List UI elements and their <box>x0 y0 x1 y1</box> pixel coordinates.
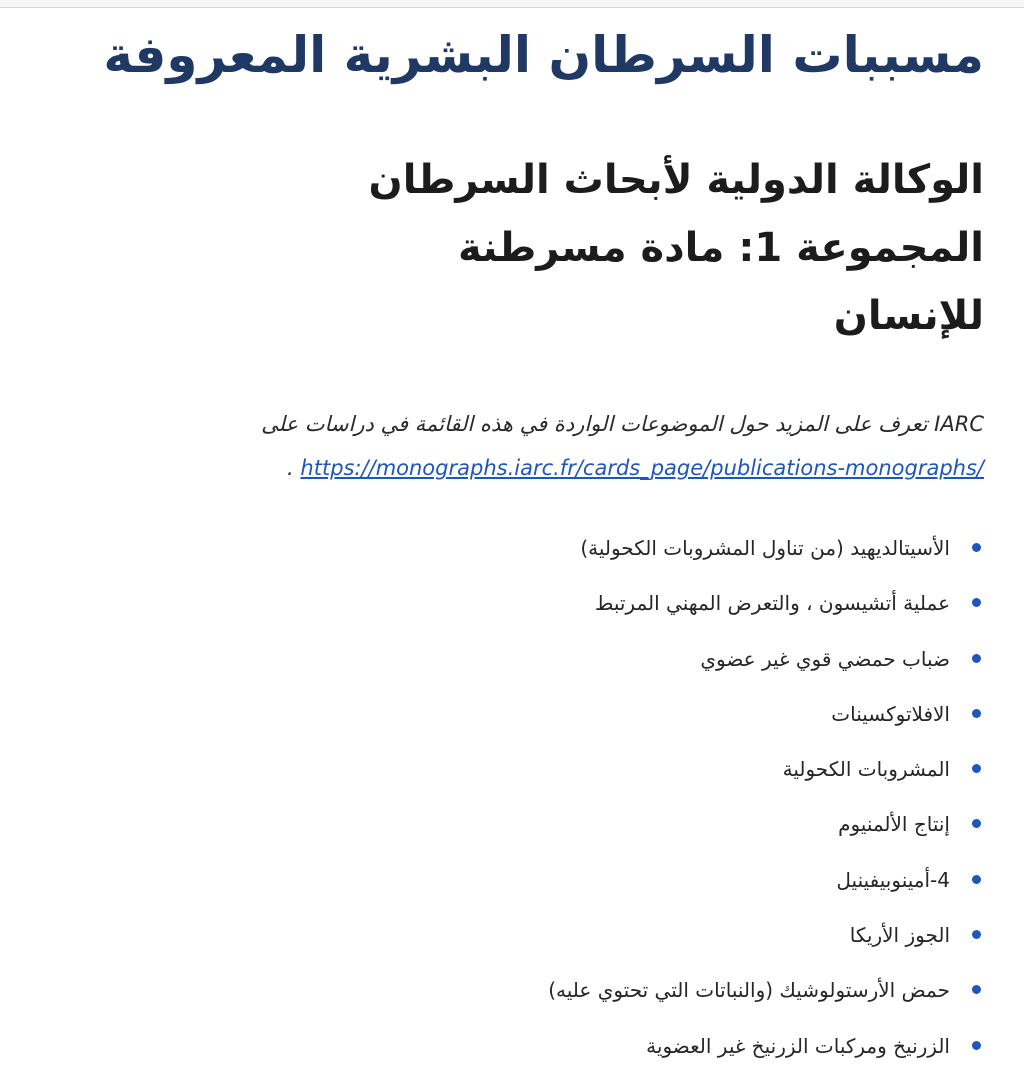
sub-heading <box>304 146 984 350</box>
bullet-icon <box>972 709 981 718</box>
list-item-text: الجوز الأريكا <box>849 923 950 948</box>
intro-text: IARC تعرف على المزيد حول الموضوعات الواردة في هذه القائمة في دراسات على <box>261 412 984 436</box>
list-item <box>40 587 984 642</box>
bullet-icon <box>972 875 981 884</box>
bullet-icon <box>972 930 981 939</box>
bullet-icon <box>972 985 981 994</box>
bullet-icon <box>972 543 981 552</box>
list-item <box>40 974 984 1029</box>
list-item <box>40 698 984 753</box>
list-item <box>40 643 984 698</box>
list-item <box>40 753 984 808</box>
list-item <box>40 532 984 587</box>
list-item-text: الافلاتوكسينات <box>831 701 950 726</box>
document-body <box>40 8 984 1085</box>
list-item <box>40 919 984 974</box>
list-item-text: الأسيتالديهيد (من تناول المشروبات الكحولية) <box>580 536 950 560</box>
sub-heading-line-1: الوكالة الدولية لأبحاث السرطان <box>368 157 984 203</box>
intro-trailing: . <box>287 456 294 480</box>
list-item-text: إنتاج الألمنيوم <box>838 812 950 837</box>
page-title: مسببات السرطان البشرية المعروفة <box>103 26 984 84</box>
list-item <box>40 808 984 863</box>
list-item-text: المشروبات الكحولية <box>782 757 950 782</box>
list-item-text: حمض الأرستولوشيك (والنباتات التي تحتوي عليه) <box>548 978 950 1003</box>
top-divider <box>0 0 1024 8</box>
list-item-text: عملية أتشيسون ، والتعرض المهني المرتبط <box>594 591 950 616</box>
bullet-icon <box>972 598 981 607</box>
bullet-icon <box>972 1041 981 1050</box>
carcinogen-list <box>40 532 984 1085</box>
bullet-icon <box>972 764 981 773</box>
bullet-icon <box>972 819 981 828</box>
list-item-text: ضباب حمضي قوي غير عضوي <box>700 646 950 671</box>
list-item <box>40 1030 984 1085</box>
list-item-text: الزرنيخ ومركبات الزرنيخ غير العضوية <box>646 1033 950 1058</box>
list-item <box>40 864 984 919</box>
sub-heading-line-2: المجموعة 1: مادة مسرطنة للإنسان <box>457 225 984 339</box>
monographs-link[interactable]: https://monographs.iarc.fr/cards_page/publications-monographs/ <box>300 456 984 480</box>
intro-paragraph <box>184 402 984 490</box>
list-item-text: 4-أمينوبيفينيل <box>836 867 950 892</box>
bullet-icon <box>972 654 981 663</box>
